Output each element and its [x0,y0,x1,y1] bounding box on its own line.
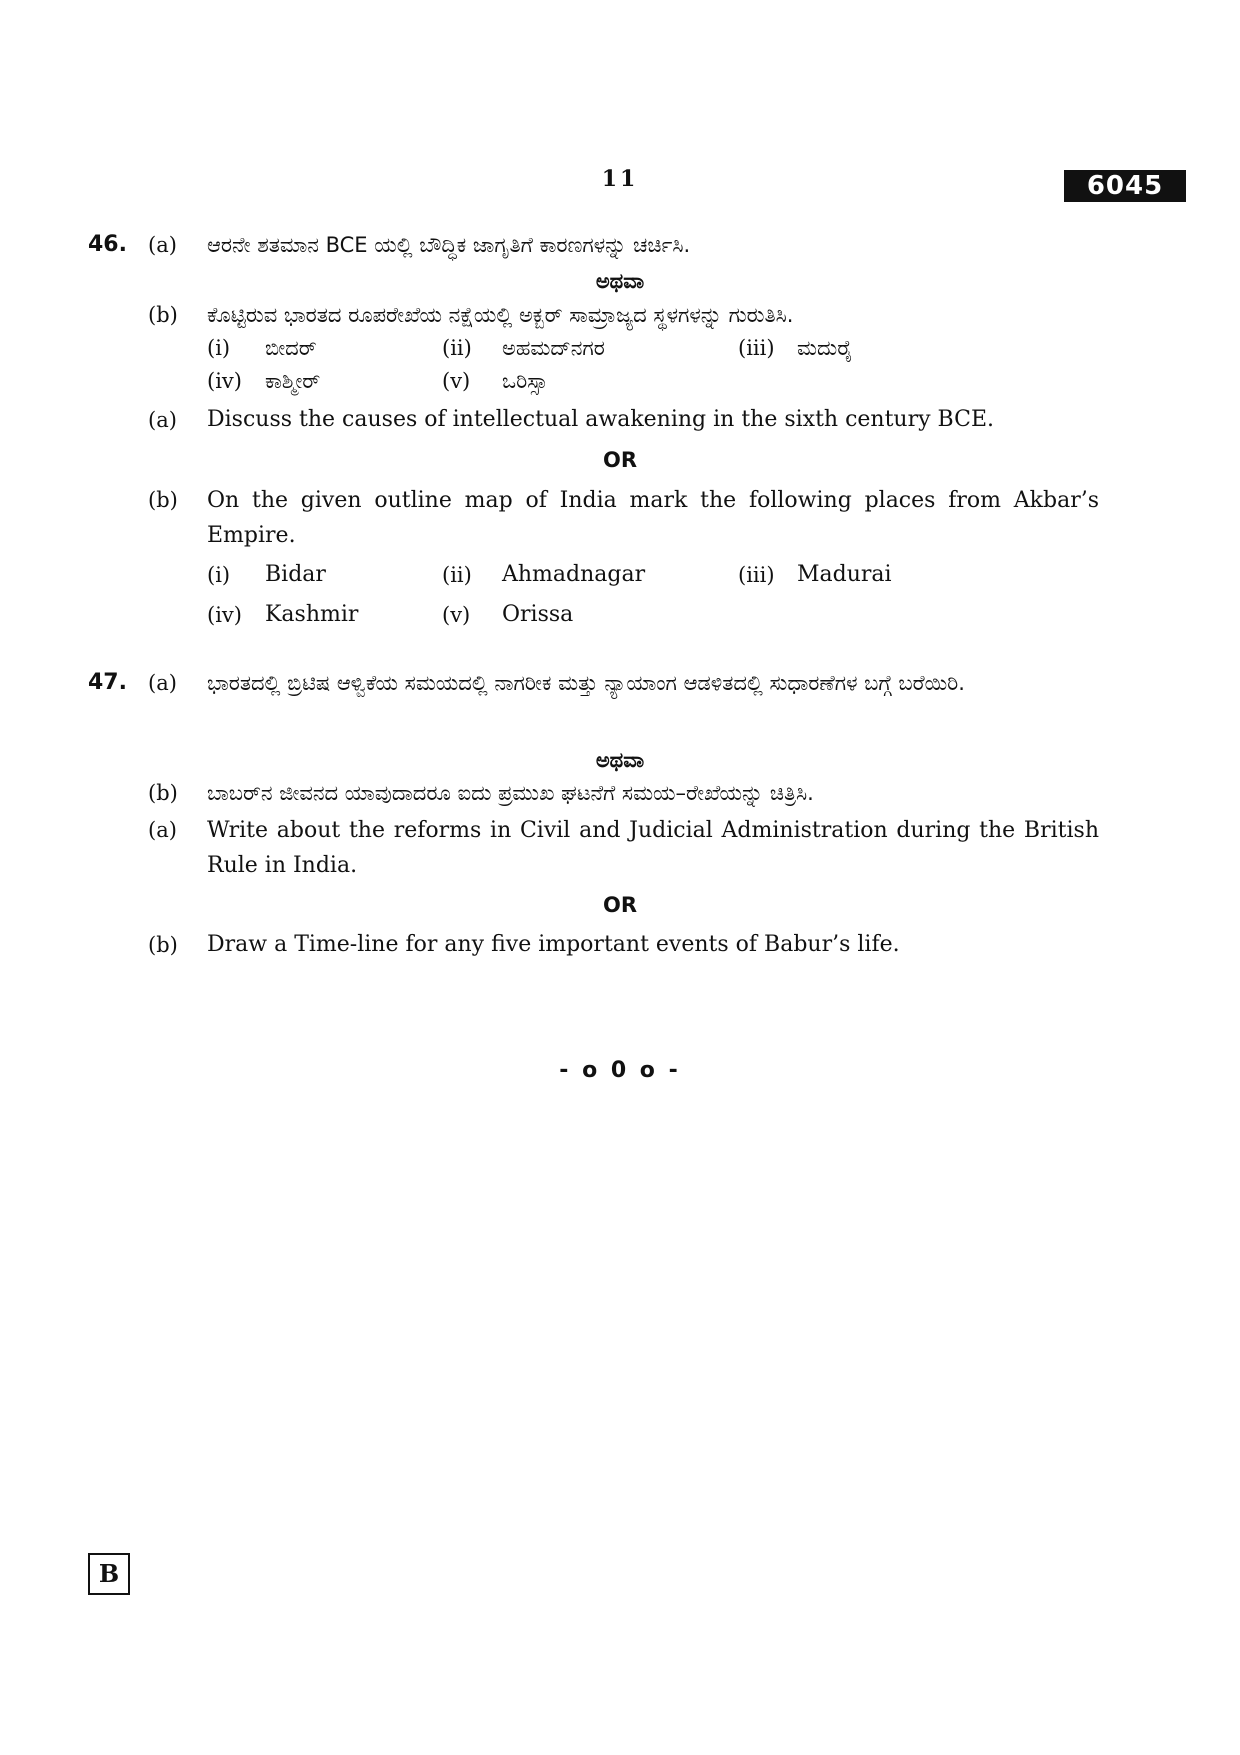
part-label: (b) [148,303,178,327]
part-label: (a) [148,818,177,842]
option-value: Kashmir [265,602,359,627]
question-number: 46. [88,232,127,257]
question-text-kannada: ಆರನೇ ಶತಮಾನ BCE ಯಲ್ಲಿ ಬೌದ್ಧಿಕ ಜಾಗೃತಿಗೆ ಕಾರಣಗಳನ್ನು ಚರ್ಚಿಸಿ. [207,233,691,257]
part-label: (a) [148,671,177,695]
question-text-kannada: ಭಾರತದಲ್ಲಿ ಬ್ರಿಟಿಷ ಆಳ್ವಿಕೆಯ ಸಮಯದಲ್ಲಿ ನಾಗರೀಕ ಮತ್ತು ನ್ಯಾಯಾಂಗ ಆಡಳಿತದಲ್ಲಿ ಸುಧಾರಣೆಗಳ ಬಗ್ಗೆ ಬರೆಯಿರಿ. [207,671,965,695]
part-label: (b) [148,781,178,805]
or-divider: OR [602,448,638,472]
page-number: 11 [601,166,639,192]
option-value: ಬೀದರ್ [265,336,317,360]
option-label: (i) [207,563,231,587]
question-text-english: On the given outline map of India mark the following places from Akbar’s Empire. [207,488,1099,548]
part-label: (b) [148,488,178,512]
option-label: (iv) [207,369,242,393]
question-text-english: Draw a Time-line for any five important events of Babur’s life. [207,932,900,957]
option-label: (v) [442,603,471,627]
option-value: ಅಹಮದ್‌ನಗರ [502,336,605,360]
paper-code-badge: 6045 [1064,170,1186,202]
option-label: (ii) [442,336,472,360]
option-label: (v) [442,369,471,393]
option-value: Orissa [502,602,574,627]
or-divider-kannada: ಅಥವಾ [595,269,645,293]
question-text-kannada: ಕೊಟ್ಟಿರುವ ಭಾರತದ ರೂಪರೇಖೆಯ ನಕ್ಷೆಯಲ್ಲಿ ಅಕ್ಬರ್ ಸಾಮ್ರಾಜ್ಯದ ಸ್ಥಳಗಳನ್ನು ಗುರುತಿಸಿ. [207,303,794,327]
option-value: Ahmadnagar [502,562,646,587]
option-value: ಮದುರೈ [797,336,853,360]
question-text-english: Write about the reforms in Civil and Judicial Administration during the British Rule in India. [207,818,1099,878]
option-value: ಕಾಶ್ಮೀರ್ [265,369,321,393]
part-label: (a) [148,233,177,257]
option-value: Bidar [265,562,326,587]
option-label: (iii) [738,563,775,587]
question-text-kannada: ಬಾಬರ್‌ನ ಜೀವನದ ಯಾವುದಾದರೂ ಐದು ಪ್ರಮುಖ ಘಟನೆಗೆ ಸಮಯ–ರೇಖೆಯನ್ನು ಚಿತ್ರಿಸಿ. [207,781,814,805]
question-text-english: Discuss the causes of intellectual awakening in the sixth century BCE. [207,407,995,432]
question-number: 47. [88,670,127,695]
or-divider: OR [602,893,638,917]
option-label: (iv) [207,603,242,627]
option-value: Madurai [797,562,892,587]
part-label: (b) [148,933,178,957]
option-label: (i) [207,336,231,360]
option-value: ಒರಿಸ್ಸಾ [502,369,548,393]
end-of-paper-mark: - o 0 o - [559,1058,681,1083]
part-label: (a) [148,408,177,432]
version-box: B [88,1553,130,1595]
or-divider-kannada: ಅಥವಾ [595,748,645,772]
option-label: (ii) [442,563,472,587]
option-label: (iii) [738,336,775,360]
